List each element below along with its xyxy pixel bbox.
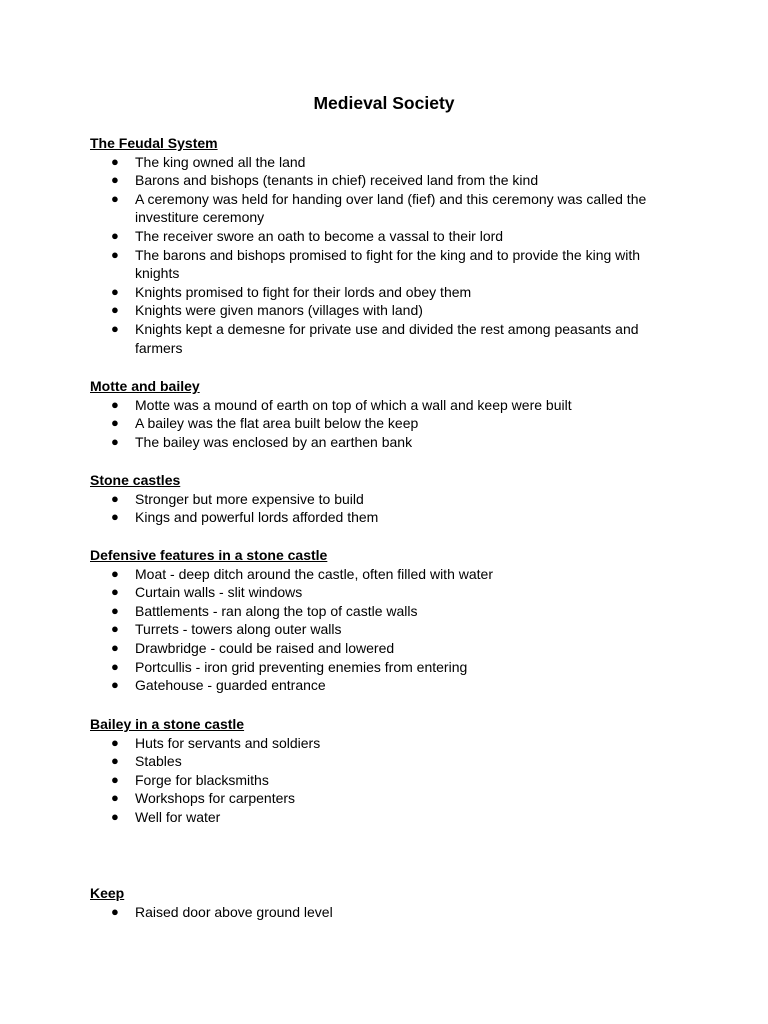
list-item	[90, 734, 650, 753]
list-item-text: Knights kept a demesne for private use and divided the rest among peasants and farmers	[135, 320, 639, 356]
section-motte-and-bailey	[90, 377, 650, 451]
list-item-text: Huts for servants and soldiers	[135, 734, 321, 751]
bullet-icon: ●	[111, 753, 119, 769]
bullet-icon: ●	[111, 621, 119, 637]
page-title: Medieval Society	[313, 93, 455, 113]
bullet-icon: ●	[111, 190, 119, 206]
bullet-icon: ●	[111, 433, 119, 449]
list-item	[90, 153, 650, 172]
list-item	[90, 752, 650, 771]
bullet-icon: ●	[111, 246, 119, 262]
list-item	[90, 283, 650, 302]
bullet-list	[90, 153, 650, 358]
bullet-list	[90, 903, 650, 922]
list-item-text: Kings and powerful lords afforded them	[135, 509, 379, 526]
list-item	[90, 301, 650, 320]
list-item-text: Moat - deep ditch around the castle, often filled with water	[135, 565, 493, 582]
list-item-text: Curtain walls - slit windows	[135, 584, 303, 601]
list-item	[90, 565, 650, 584]
list-item	[90, 583, 650, 602]
list-item-text: Motte was a mound of earth on top of which a wall and keep were built	[135, 396, 572, 413]
list-item	[90, 658, 650, 677]
section-heading: The Feudal System	[90, 135, 218, 151]
bullet-list	[90, 565, 650, 695]
list-item-text: Well for water	[135, 808, 221, 825]
bullet-list	[90, 490, 650, 527]
list-item	[90, 246, 650, 283]
list-item	[90, 490, 650, 509]
list-item	[90, 771, 650, 790]
bullet-icon: ●	[111, 808, 119, 824]
bullet-icon: ●	[111, 490, 119, 506]
bullet-icon: ●	[111, 903, 119, 919]
section-heading: Bailey in a stone castle	[90, 716, 245, 732]
list-item	[90, 414, 650, 433]
list-item-text: A bailey was the flat area built below the keep	[135, 415, 419, 432]
section-defensive-features	[90, 546, 650, 695]
bullet-icon: ●	[111, 302, 119, 318]
bullet-icon: ●	[111, 415, 119, 431]
list-item-text: Battlements - ran along the top of castle walls	[135, 602, 418, 619]
list-item	[90, 433, 650, 452]
bullet-icon: ●	[111, 320, 119, 336]
section-keep	[90, 884, 650, 921]
list-item-text: Knights were given manors (villages with land)	[135, 302, 423, 319]
section-heading: Stone castles	[90, 472, 181, 488]
list-item-text: A ceremony was held for handing over land (fief) and this ceremony was called the investiture ceremony	[135, 190, 647, 226]
bullet-icon: ●	[111, 396, 119, 412]
bullet-icon: ●	[111, 602, 119, 618]
list-item-text: The bailey was enclosed by an earthen bank	[135, 433, 413, 450]
list-item	[90, 396, 650, 415]
list-item-text: Gatehouse - guarded entrance	[135, 677, 326, 694]
bullet-icon: ●	[111, 790, 119, 806]
section-feudal-system	[90, 134, 650, 357]
bullet-icon: ●	[111, 734, 119, 750]
bullet-icon: ●	[111, 639, 119, 655]
bullet-icon: ●	[111, 771, 119, 787]
list-item	[90, 508, 650, 527]
list-item	[90, 789, 650, 808]
bullet-list	[90, 396, 650, 452]
list-item	[90, 676, 650, 695]
bullet-icon: ●	[111, 509, 119, 525]
section-heading: Keep	[90, 885, 125, 901]
list-item-text: Barons and bishops (tenants in chief) received land from the kind	[135, 172, 539, 189]
list-item-text: The king owned all the land	[135, 153, 306, 170]
list-item-text: Knights promised to fight for their lords and obey them	[135, 283, 472, 300]
bullet-icon: ●	[111, 227, 119, 243]
bullet-icon: ●	[111, 584, 119, 600]
list-item-text: Drawbridge - could be raised and lowered	[135, 639, 395, 656]
list-item-text: The receiver swore an oath to become a vassal to their lord	[135, 227, 504, 244]
list-item-text: Stables	[135, 753, 182, 770]
bullet-icon: ●	[111, 565, 119, 581]
list-item-text: The barons and bishops promised to fight for the king and to provide the king with knights	[135, 246, 641, 282]
bullet-icon: ●	[111, 283, 119, 299]
list-item-text: Raised door above ground level	[135, 903, 333, 920]
list-item-text: Portcullis - iron grid preventing enemies from entering	[135, 658, 468, 675]
list-item	[90, 320, 650, 357]
section-bailey-stone-castle	[90, 715, 650, 827]
list-item	[90, 227, 650, 246]
list-item-text: Workshops for carpenters	[135, 790, 296, 807]
list-item	[90, 171, 650, 190]
section-heading: Motte and bailey	[90, 378, 200, 394]
bullet-list	[90, 734, 650, 827]
section-stone-castles	[90, 471, 650, 527]
list-item	[90, 620, 650, 639]
list-item	[90, 808, 650, 827]
bullet-icon: ●	[111, 677, 119, 693]
bullet-icon: ●	[111, 153, 119, 169]
section-heading: Defensive features in a stone castle	[90, 547, 328, 563]
list-item-text: Turrets - towers along outer walls	[135, 621, 342, 638]
bullet-icon: ●	[111, 172, 119, 188]
list-item-text: Stronger but more expensive to build	[135, 490, 364, 507]
list-item	[90, 602, 650, 621]
bullet-icon: ●	[111, 658, 119, 674]
list-item	[90, 639, 650, 658]
list-item-text: Forge for blacksmiths	[135, 771, 269, 788]
list-item	[90, 190, 650, 227]
list-item	[90, 903, 650, 922]
